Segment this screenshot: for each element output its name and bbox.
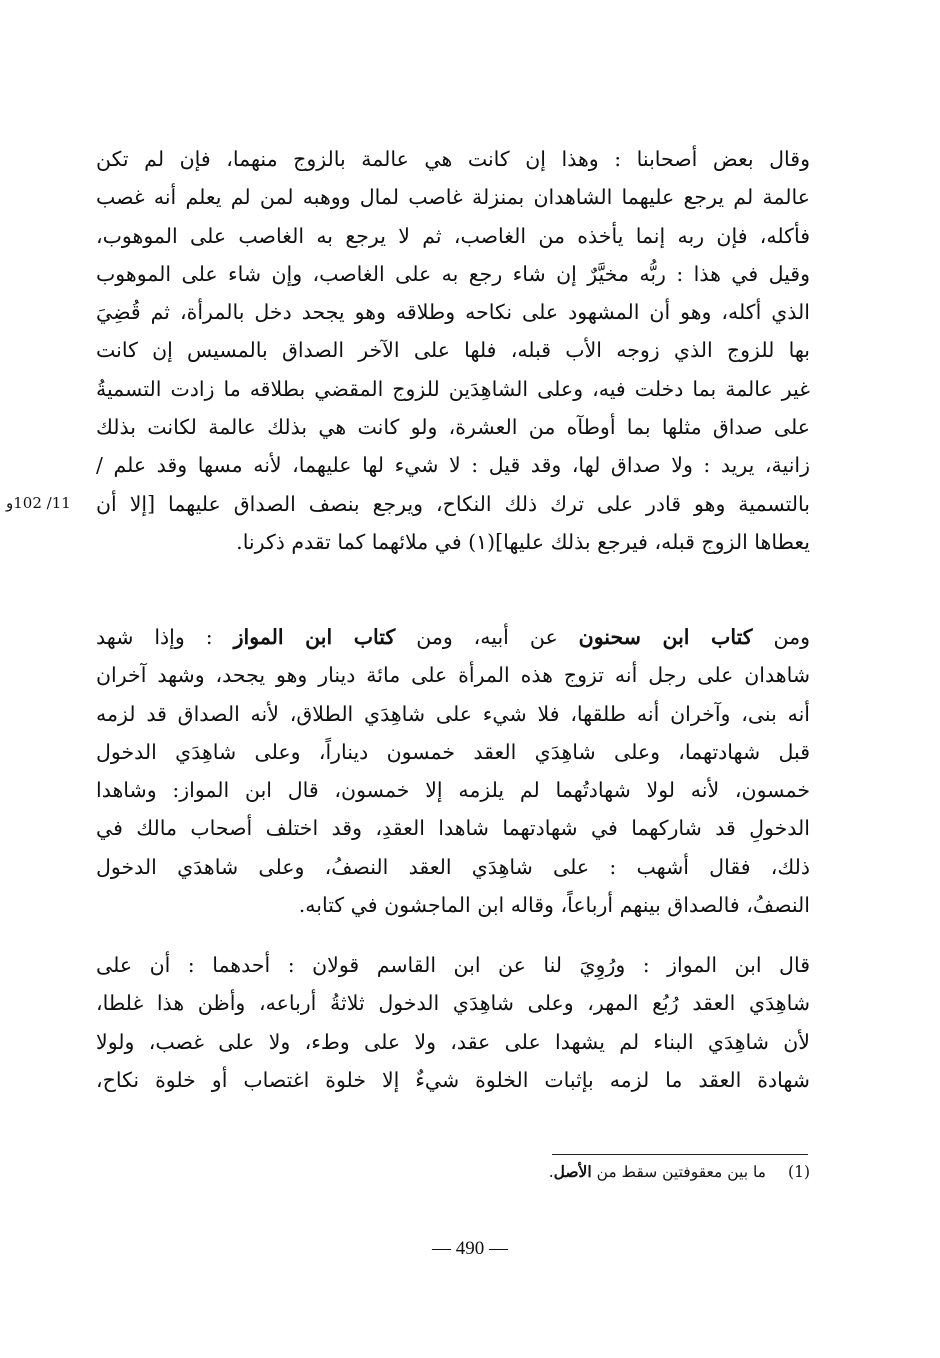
- text-line: خمسون، لأنه لولا شهادتُهما لم يلزمه إلا خمسون، قال ابن المواز: وشاهدا: [96, 778, 810, 803]
- footnote-text: ما بين معقوفتين سقط من: [591, 1163, 766, 1181]
- text-line: الدخولِ قد شاركهما في شهادتهما شاهدا العقدِ، وقد اختلف أصحاب مالك في: [96, 816, 810, 841]
- text-line: بالتسمية وهو قادر على ترك ذلك النكاح، ويرجع بنصف الصداق عليهما [إلا أن: [96, 491, 810, 516]
- text-line: لأن شاهِدَي البناء لم يشهدا على عقد، ولا على وطء، ولا على غصب، ولولا: [96, 1029, 810, 1054]
- text-line: غير عالمة بما دخلت فيه، وعلى الشاهِدَين للزوج المقضي بطلاقه ما زادت التسميةُ: [96, 376, 810, 401]
- text-line: شاهدان على رجل أنه تزوج هذه المرأة على مائة دينار وهو يجحد، وشهد آخران: [96, 663, 810, 688]
- text-line: [96, 618, 810, 656]
- book-title: كتاب ابن المواز: [233, 625, 396, 649]
- text-line: زانية، يريد : ولا صداق لها، وقد قيل : لا شيء لها عليهما، لأنه مسها وقد علم /: [96, 453, 810, 478]
- footnote: [440, 1162, 810, 1181]
- text-line: شاهِدَي العقد رُبُع المهر، وعلى شاهِدَي الدخول ثلاثةُ أرباعه، وأظن هذا غلطا،: [96, 991, 810, 1016]
- text-line: بها للزوج الذي زوجه الأب قبله، فلها على الآخر الصداق بالمسيس إن كانت: [96, 338, 810, 363]
- text-line: فأكله، فإن ربه إنما يأخذه من الغاصب، ثم لا يرجع به الغاصب على الموهوب،: [96, 223, 810, 248]
- text-run: : وإذا شهد: [96, 625, 234, 649]
- text-line: أنه بنى، وآخران أنه طلقها، فلا شيء على شاهِدَي الطلاق، لأنه الصداق قد لزمه: [96, 701, 810, 726]
- footnote-text-end: .: [548, 1163, 554, 1181]
- text-line: وقيل في هذا : ربُّه مخيَّرٌ إن شاء رجع به على الغاصب، وإن شاء على الموهوب: [96, 261, 810, 286]
- footnote-number: (1): [788, 1163, 810, 1181]
- footnote-divider: [552, 1154, 808, 1155]
- paragraph-2: [96, 618, 810, 924]
- text-line: قال ابن المواز : ورُوِيَ لنا عن ابن القاسم قولان : أحدهما : أن على: [96, 953, 810, 977]
- footnote-emphasis: الأصل: [553, 1162, 592, 1181]
- text-line: قبل شهادتهما، وعلى شاهِدَي العقد خمسون ديناراً، وعلى شاهِدَي الدخول: [96, 739, 810, 764]
- page-number: — 490 —: [432, 1238, 508, 1259]
- margin-folio-note: 11/ 102و: [6, 494, 71, 512]
- text-line: ذلك، فقال أشهب : على شاهِدَي العقد النصفُ، وعلى شاهدَي الدخول: [96, 854, 810, 879]
- paragraph-3: [96, 946, 810, 1099]
- book-title: كتاب ابن سحنون: [578, 625, 753, 649]
- paragraph-1: [96, 140, 810, 561]
- text-line: الذي أكله، وهو أن المشهود على نكاحه وطلاقه وهو يجحد دخل بالمرأة، ثم قُضِيَ: [96, 300, 810, 325]
- text-line: عالمة لم يرجع عليهما الشاهدان بمنزلة غاصب لمال ووهبه لمن لم يعلم أنه غصب: [96, 185, 810, 210]
- text-line: شهادة العقد ما لزمه بإثبات الخلوة شيءٌ إلا خلوة اغتصاب أو خلوة نكاح،: [96, 1067, 810, 1092]
- text-line: يعطاها الزوج قبله، فيرجع بذلك عليها](١) في ملائهما كما تقدم ذكرنا.: [236, 529, 810, 554]
- text-run: ومن: [752, 625, 810, 649]
- text-line: على صداق مثلها بما أوطآه من العشرة، ولو كانت هي بذلك عالمة لكانت بذلك: [96, 415, 810, 440]
- text-line: النصفُ، فالصداق بينهم أرباعاً، وقاله ابن الماجشون في كتابه.: [298, 893, 810, 918]
- text-line: وقال بعض أصحابنا : وهذا إن كانت هي عالمة بالزوج منهما، فإن لم تكن: [96, 147, 810, 171]
- text-run: عن أبيه، ومن: [395, 625, 579, 649]
